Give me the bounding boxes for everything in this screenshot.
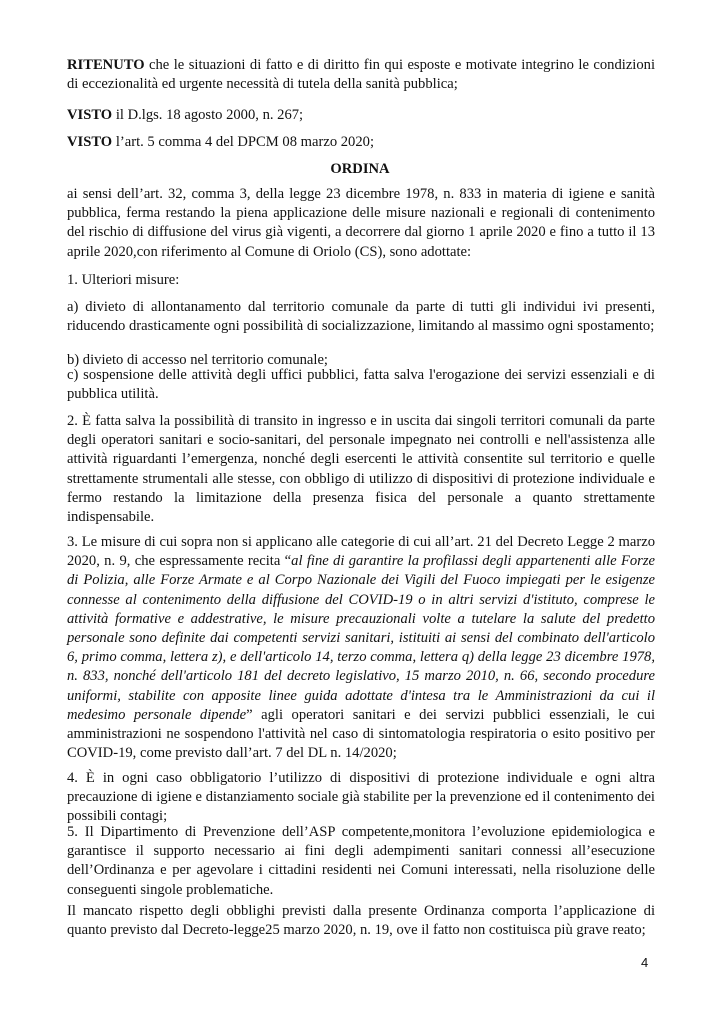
visto-dlgs-paragraph xyxy=(67,106,655,125)
visto-label: VISTO xyxy=(67,134,113,150)
visto-dpcm-text: l’art. 5 comma 4 del DPCM 08 marzo 2020; xyxy=(112,134,375,150)
item-3-post: ” agli operatori sanitari e dei servizi pubblici essenziali, le cui amministrazioni ne sospendono l'attività nel caso di sintomatologia respiratoria o esito positivo per COVID-19, come previsto dall’art. 7 del DL n. 14/2020; xyxy=(67,706,655,762)
ordina-title: ORDINA xyxy=(330,161,390,177)
ritenuto-text: che le situazioni di fatto e di diritto fin qui esposte e motivate integrino le condizioni di eccezionalità ed urgente necessità di tutela della sanità pubblica; xyxy=(67,57,655,93)
item-1c: c) sospensione delle attività degli uffici pubblici, fatta salva l'erogazione dei servizi essenziali e di pubblica utilità. xyxy=(67,367,655,403)
visto-label: VISTO xyxy=(67,107,113,123)
item-1-heading: 1. Ulteriori misure: xyxy=(67,272,180,288)
item-1b: b) divieto di accesso nel territorio comunale; xyxy=(67,352,328,368)
item-5-paragraph: 5. Il Dipartimento di Prevenzione dell’ASP competente,monitora l’evoluzione epidemiologica e garantisce il supporto necessario ai fini degli adempimenti sanitari connessi all’esecuzione dell’Ordinanza e per agevolare i cittadini residenti nei Comuni interessati, nella risoluzione delle conseguenti singole problematiche. xyxy=(67,824,655,898)
item-1a: a) divieto di allontanamento dal territorio comunale da parte di tutti gli individui ivi presenti, riducendo drasticamente ogni possibilità di socializzazione, limitando al massimo ogni spostamento; xyxy=(67,299,655,335)
item-2-paragraph: 2. È fatta salva la possibilità di transito in ingresso e in uscita dai singoli territori comunali da parte degli operatori sanitari e socio-sanitari, del personale impegnato nei controlli e nell'assistenza alle attività riguardanti l’emergenza, nonché degli esercenti le attività consentite sul territorio e quelle strettamente strumentali alle stesse, con obbligo di utilizzo di dispositivi di protezione individuale e fermo restando la limitazione della presenza fisica del personale a quanto strettamente indispensabile. xyxy=(67,413,655,526)
page-number: 4 xyxy=(641,955,649,970)
item-4-paragraph: 4. È in ogni caso obbligatorio l’utilizzo di dispositivi di protezione individuale e ogni altra precauzione di igiene e distanziamento sociale già stabilite per la prevenzione ed il contenimento dei possibili contagi; xyxy=(67,770,655,825)
item-3-quote: al fine di garantire la profilassi degli appartenenti alle Forze di Polizia, alle Forze Armate e al Corpo Nazionale dei Vigili del Fuoco impiegati per le esigenze connesse al contenimento della diffusione del COVID-19 o in altri servizi d'istituto, comprese le attività formative e addestrative, le misure precauzionali volte a tutelare la salute del predetto personale sono definite dai competenti servizi sanitari, istituiti ai sensi del combinato dell'articolo 6, primo comma, lettera z), e dell'articolo 14, terzo comma, lettera q) della legge 23 dicembre 1978, n. 833, nonché dell'articolo 181 del decreto legislativo, 15 marzo 2010, n. 66, secondo procedure uniformi, stabilite con apposite linee guida adottate d'intesa tra le Amministrazioni da cui il medesimo personale dipende xyxy=(67,553,655,723)
final-paragraph: Il mancato rispetto degli obblighi previsti dalla presente Ordinanza comporta l’applicazione di quanto previsto dal Decreto-legge25 marzo 2020, n. 19, ove il fatto non costituisca più grave reato; xyxy=(67,903,655,939)
ritenuto-label: RITENUTO xyxy=(67,57,145,73)
visto-dpcm-paragraph xyxy=(67,133,655,152)
item-3-paragraph xyxy=(67,533,655,763)
visto-dlgs-text: il D.lgs. 18 agosto 2000, n. 267; xyxy=(112,107,304,123)
ritenuto-paragraph xyxy=(67,56,655,94)
intro-paragraph: ai sensi dell’art. 32, comma 3, della legge 23 dicembre 1978, n. 833 in materia di igiene e sanità pubblica, ferma restando la piena applicazione delle misure nazionali e regionali di contenimento del rischio di diffusione del virus già vigenti, a decorrere dal giorno 1 aprile 2020 e fino a tutto il 13 aprile 2020,con riferimento al Comune di Oriolo (CS), sono adottate: xyxy=(67,186,655,260)
item-3-pre: 3. Le misure di cui sopra non si applicano alle categorie di cui all’art. 21 del Decreto Legge 2 marzo 2020, n. 9, che espressamente recita “ xyxy=(67,534,655,570)
